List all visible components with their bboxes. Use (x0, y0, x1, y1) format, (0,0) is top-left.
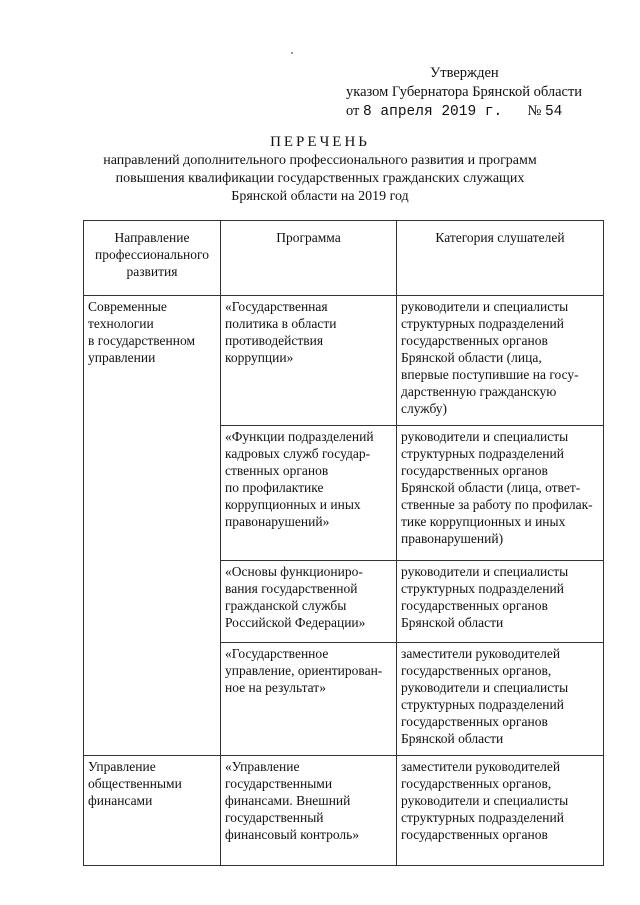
approval-line-date (340, 102, 620, 122)
document-title: ПЕРЕЧЕНЬ (270, 134, 370, 150)
table-header-row (84, 221, 604, 296)
document-subtitle: направлений дополнительного профессионального развития и программ повышения квалификации государственных гражданских служащих Брянской области на 2019 год (103, 153, 537, 204)
direction-cell: Современные технологии в государственном управлении (84, 296, 221, 756)
category-cell: руководители и специалисты структурных подразделений государственных органов Брянской области (лица, впервые поступившие на госу- дарственную гражданскую службу) (397, 296, 604, 426)
header-program: Программа (221, 221, 397, 296)
program-cell: «Государственное управление, ориентирован- ное на результат» (221, 643, 397, 756)
programs-table (83, 220, 604, 866)
category-cell: руководители и специалисты структурных подразделений государственных органов Брянской области (лица, ответ- ственные за работу по профилак- тике коррупционных и иных правонарушений) (397, 426, 604, 561)
direction-cell: Управление общественными финансами (84, 756, 221, 866)
approval-line-decree: указом Губернатора Брянской области (346, 84, 583, 100)
date-prefix: от (346, 103, 360, 119)
program-cell: «Функции подразделений кадровых служб государ- ственных органов по профилактике коррупционных и иных правонарушений» (221, 426, 397, 561)
program-cell: «Управление государственными финансами. Внешний государственный финансовый контроль» (221, 756, 397, 866)
category-cell: заместители руководителей государственных органов, руководители и специалисты структурных подразделений государственных органов Брянской области (397, 643, 604, 756)
approval-line-approved: Утвержден (430, 65, 499, 81)
date-value: 8 апреля 2019 г. (363, 104, 503, 120)
scan-speck (291, 52, 293, 54)
table-row (84, 756, 604, 866)
number-prefix: № (527, 103, 542, 119)
table-row (84, 296, 604, 426)
program-cell: «Государственная политика в области противодействия коррупции» (221, 296, 397, 426)
category-cell: руководители и специалисты структурных подразделений государственных органов Брянской области (397, 561, 604, 643)
number-value: 54 (544, 104, 563, 120)
category-cell: заместители руководителей государственных органов, руководители и специалисты структурных подразделений государственных органов (397, 756, 604, 866)
header-category: Категория слушателей (397, 221, 604, 296)
header-direction: Направление профессионального развития (84, 221, 221, 296)
program-cell: «Основы функциониро- вания государственной гражданской службы Российской Федерации» (221, 561, 397, 643)
approval-block (340, 64, 620, 122)
